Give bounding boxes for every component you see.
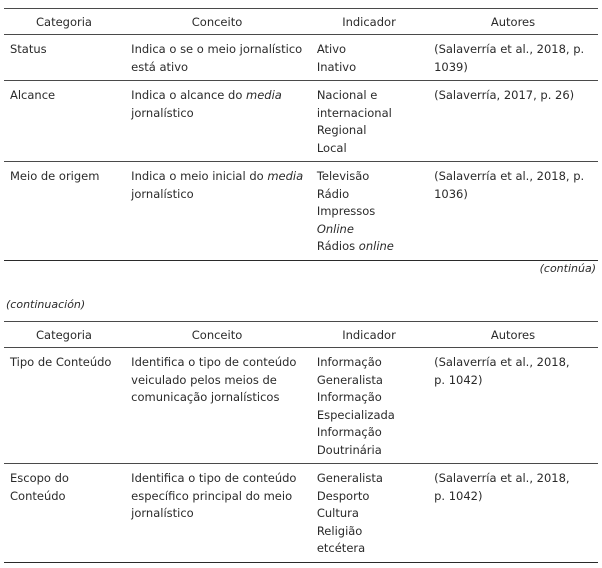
indicador-text: Ativo bbox=[316, 42, 347, 56]
conceito-line bbox=[131, 186, 305, 204]
conceito-text: Identifica o tipo de conteúdo bbox=[131, 471, 297, 485]
indicador-text: Nacional e bbox=[316, 88, 378, 102]
conceito-line bbox=[131, 488, 305, 506]
indicador-line bbox=[317, 221, 426, 239]
table-row bbox=[4, 348, 598, 464]
cell-indicador bbox=[311, 354, 426, 459]
indicador-line bbox=[317, 523, 426, 541]
indicador-line bbox=[317, 238, 426, 256]
conceito-text: media bbox=[267, 169, 304, 183]
autores-line: p. 1042) bbox=[434, 488, 483, 503]
indicador-line bbox=[317, 372, 426, 390]
conceito-text: media bbox=[246, 88, 282, 102]
indicador-line bbox=[317, 470, 426, 488]
indicador-text: Rádio bbox=[316, 186, 350, 201]
continua-note: (continúa) bbox=[539, 262, 596, 275]
indicador-line bbox=[317, 488, 426, 506]
cell-categoria bbox=[4, 470, 123, 558]
conceito-line bbox=[131, 389, 305, 407]
conceito-text: jornalístico bbox=[131, 506, 194, 520]
conceito-text: Indica o meio inicial do bbox=[131, 169, 268, 183]
conceito-text: Indica o se o meio jornalístico bbox=[131, 42, 303, 56]
cell-categoria bbox=[4, 87, 123, 157]
conceito-text: está ativo bbox=[131, 59, 189, 74]
indicador-text: Especializada bbox=[316, 407, 395, 422]
cell-conceito bbox=[123, 168, 311, 256]
table-part-1 bbox=[4, 8, 598, 261]
indicador-line bbox=[317, 203, 426, 221]
conceito-text: Indica o alcance do bbox=[131, 88, 247, 102]
header-autores: Autores bbox=[490, 327, 536, 342]
table-header bbox=[4, 321, 598, 348]
header-categoria: Categoria bbox=[36, 327, 92, 342]
cell-conceito bbox=[123, 87, 311, 157]
conceito-text: veiculado pelos meios de bbox=[131, 372, 277, 387]
conceito-text: jornalístico bbox=[131, 105, 194, 120]
conceito-line bbox=[131, 505, 305, 523]
conceito-line bbox=[131, 87, 305, 105]
indicador-line bbox=[317, 389, 426, 407]
indicador-line bbox=[317, 122, 426, 140]
cell-indicador bbox=[311, 41, 426, 76]
indicador-line bbox=[317, 186, 426, 204]
indicador-text: Inativo bbox=[316, 59, 357, 74]
conceito-line bbox=[131, 41, 305, 59]
table-row bbox=[4, 464, 598, 563]
indicador-text: Generalista bbox=[316, 372, 383, 387]
indicador-text: Generalista bbox=[316, 471, 383, 485]
indicador-text: Online bbox=[316, 221, 354, 236]
autores-line: (Salaverría et al., 2018, bbox=[434, 471, 570, 485]
header-indicador: Indicador bbox=[342, 14, 396, 29]
cell-conceito bbox=[123, 354, 311, 459]
indicador-text: Televisão bbox=[316, 169, 370, 183]
autores-line: 1036) bbox=[434, 186, 468, 201]
conceito-text: comunicação jornalísticos bbox=[131, 390, 280, 404]
indicador-line bbox=[317, 105, 426, 123]
cell-categoria bbox=[4, 354, 123, 459]
cell-categoria bbox=[4, 168, 123, 256]
indicador-text: Religião bbox=[316, 523, 363, 538]
categoria-line: Tipo de Conteúdo bbox=[10, 355, 112, 369]
cell-autores bbox=[426, 168, 598, 256]
continuacion-note: (continuación) bbox=[6, 298, 86, 311]
conceito-line bbox=[131, 105, 305, 123]
categoria-line: Meio de origem bbox=[10, 169, 100, 183]
indicador-line bbox=[317, 424, 426, 442]
indicador-text: Regional bbox=[316, 123, 367, 137]
categoria-line: Conteúdo bbox=[10, 488, 66, 503]
cell-indicador bbox=[311, 470, 426, 558]
indicador-text: Cultura bbox=[316, 506, 359, 520]
cell-categoria bbox=[4, 41, 123, 76]
table-row bbox=[4, 162, 598, 261]
indicador-line bbox=[317, 407, 426, 425]
header-conceito: Conceito bbox=[191, 14, 243, 29]
cell-indicador bbox=[311, 168, 426, 256]
conceito-line bbox=[131, 168, 305, 186]
indicador-text: Informação bbox=[316, 355, 382, 369]
table-row bbox=[4, 35, 598, 81]
cell-autores bbox=[426, 41, 598, 76]
header-conceito: Conceito bbox=[191, 327, 243, 342]
autores-line: (Salaverría et al., 2018, bbox=[434, 355, 570, 369]
indicador-line bbox=[317, 505, 426, 523]
cell-conceito bbox=[123, 41, 311, 76]
indicador-line bbox=[317, 168, 426, 186]
conceito-line bbox=[131, 354, 305, 372]
header-autores: Autores bbox=[490, 14, 536, 29]
indicador-line bbox=[317, 41, 426, 59]
conceito-line bbox=[131, 470, 305, 488]
header-categoria: Categoria bbox=[36, 14, 92, 29]
autores-line: (Salaverría, 2017, p. 26) bbox=[434, 88, 575, 102]
indicador-text: Impressos bbox=[316, 204, 376, 218]
indicador-line bbox=[317, 540, 426, 558]
indicador-text: Informação bbox=[316, 425, 382, 439]
indicador-text: online bbox=[358, 239, 394, 253]
indicador-text: internacional bbox=[316, 105, 392, 120]
indicador-text: etcétera bbox=[316, 541, 366, 555]
conceito-text: jornalístico bbox=[131, 186, 194, 201]
indicador-text: Doutrinária bbox=[316, 442, 382, 457]
indicador-text: Local bbox=[316, 140, 347, 155]
conceito-text: Identifica o tipo de conteúdo bbox=[131, 355, 297, 369]
autores-line: 1039) bbox=[434, 59, 468, 74]
indicador-line bbox=[317, 59, 426, 77]
table-header bbox=[4, 8, 598, 35]
table-part-2 bbox=[4, 321, 598, 563]
categoria-line: Escopo do bbox=[10, 471, 69, 485]
autores-line: (Salaverría et al., 2018, p. bbox=[434, 169, 585, 183]
cell-autores bbox=[426, 354, 598, 459]
cell-indicador bbox=[311, 87, 426, 157]
header-indicador: Indicador bbox=[342, 327, 396, 342]
cell-conceito bbox=[123, 470, 311, 558]
conceito-line bbox=[131, 59, 305, 77]
conceito-text: específico principal do meio bbox=[131, 488, 293, 503]
indicador-line bbox=[317, 87, 426, 105]
indicador-line bbox=[317, 442, 426, 460]
indicador-text: Desporto bbox=[316, 488, 370, 503]
indicador-line bbox=[317, 354, 426, 372]
indicador-text: Informação bbox=[316, 390, 382, 404]
indicador-text: Rádios bbox=[316, 239, 359, 253]
categoria-line: Alcance bbox=[10, 88, 56, 102]
conceito-line bbox=[131, 372, 305, 390]
indicador-line bbox=[317, 140, 426, 158]
cell-autores bbox=[426, 87, 598, 157]
autores-line: (Salaverría et al., 2018, p. bbox=[434, 42, 585, 56]
categoria-line: Status bbox=[10, 42, 47, 56]
table-row bbox=[4, 81, 598, 162]
autores-line: p. 1042) bbox=[434, 372, 483, 387]
cell-autores bbox=[426, 470, 598, 558]
